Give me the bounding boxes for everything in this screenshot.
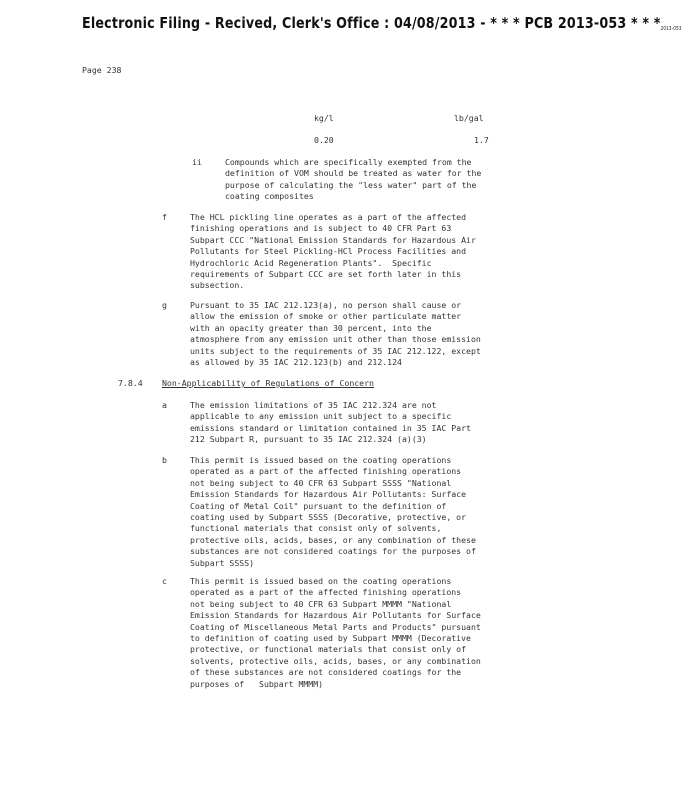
item-g-line: atmosphere from any emission unit other than those emission: [190, 334, 481, 345]
item-c-line: operated as a part of the affected finishing operations: [190, 587, 462, 598]
item-g-line: with an opacity greater than 30 percent, into the: [190, 322, 432, 333]
item-b-line: protective oils, acids, bases, or any combination of these: [190, 534, 476, 545]
item-c-line: protective, or functional materials that consist only of: [190, 644, 467, 655]
item-b-line: Subpart SSSS): [190, 557, 255, 568]
item-c-line: Emission Standards for Hazardous Air Pollutants for Surface: [190, 610, 481, 621]
item-f-line: Hydrochloric Acid Regeneration Plants". Specific: [190, 257, 432, 268]
item-ii-line: definition of VOM should be treated as water for the: [225, 168, 482, 179]
filing-stamp-text: Electronic Filing - Recived, Clerk's Office : 04/08/2013 - * * * PCB 2013-053 * * *: [82, 14, 661, 32]
item-f-line: requirements of Subpart CCC are set forth later in this: [190, 269, 462, 280]
filing-stamp-tag: 2013-053: [660, 26, 682, 32]
item-f-line: subsection.: [190, 280, 245, 291]
item-b-text: [190, 455, 476, 569]
section-title: Non-Applicability of Regulations of Concern: [162, 378, 374, 388]
item-ii-line: purpose of calculating the "less water" part of the: [225, 179, 477, 190]
item-f-line: Subpart CCC "National Emission Standards for Hazardous Air: [190, 234, 476, 245]
item-b-line: coating used by Subpart SSSS (Decorative, protective, or: [190, 512, 467, 523]
filing-stamp: [82, 14, 682, 32]
item-a-line: 212 Subpart R, pursuant to 35 IAC 212.324 (a)(3): [190, 434, 427, 445]
item-c-line: purposes of Subpart MMMM): [190, 678, 324, 689]
item-a-line: emissions standard or limitation contained in 35 IAC Part: [190, 422, 471, 433]
item-ii-marker: ii: [192, 157, 202, 167]
item-c-text: [190, 576, 481, 690]
item-b-line: This permit is issued based on the coating operations: [190, 455, 452, 465]
table-header-lb-per-gal: lb/gal: [454, 113, 484, 123]
item-g-line: Pursuant to 35 IAC 212.123(a), no person shall cause or: [190, 300, 462, 310]
item-b-marker: b: [162, 455, 167, 465]
item-b-line: Emission Standards for Hazardous Air Pollutants: Surface: [190, 489, 467, 500]
section-number: 7.8.4: [118, 378, 143, 388]
table-value-lb-per-gal: 1.7: [474, 135, 489, 145]
item-c-line: of these substances are not considered coatings for the: [190, 667, 462, 678]
item-f-line: Pollutants for Steel Pickling-HCl Process Facilities and: [190, 246, 467, 257]
item-g-line: units subject to the requirements of 35 IAC 212.122, except: [190, 345, 481, 356]
item-f-marker: f: [162, 212, 167, 222]
item-a-line: The emission limitations of 35 IAC 212.324 are not: [190, 400, 437, 410]
item-b-line: operated as a part of the affected finishing operations: [190, 466, 462, 477]
item-f-line: The HCL pickling line operates as a part of the affected: [190, 212, 467, 222]
page-number: Page 238: [82, 65, 122, 75]
item-b-line: not being subject to 40 CFR 63 Subpart SSSS "National: [190, 477, 452, 488]
item-ii-text: [225, 157, 481, 203]
item-g-text: [190, 300, 481, 368]
item-c-line: not being subject to 40 CFR 63 Subpart MMMM "National: [190, 598, 452, 609]
item-ii-line: coating composites: [225, 191, 314, 202]
item-c-line: to definition of coating used by Subpart MMMM (Decorative: [190, 633, 471, 644]
table-header-kg-per-l: kg/l: [314, 113, 334, 123]
item-c-line: This permit is issued based on the coating operations: [190, 576, 452, 586]
item-f-text: [190, 212, 476, 292]
item-b-line: functional materials that consist only of solvents,: [190, 523, 442, 534]
item-g-line: as allowed by 35 IAC 212.123(b) and 212.124: [190, 357, 402, 368]
item-b-line: Coating of Metal Coil" pursuant to the definition of: [190, 500, 447, 511]
item-a-line: applicable to any emission unit subject to a specific: [190, 411, 452, 422]
item-ii-line: Compounds which are specifically exempted from the: [225, 157, 472, 167]
item-a-text: [190, 400, 471, 446]
item-c-line: Coating of Miscellaneous Metal Parts and Products" pursuant: [190, 621, 481, 632]
item-c-marker: c: [162, 576, 167, 586]
item-b-line: substances are not considered coatings for the purposes of: [190, 546, 476, 557]
item-g-marker: g: [162, 300, 167, 310]
item-a-marker: a: [162, 400, 167, 410]
table-value-kg-per-l: 0.20: [314, 135, 334, 145]
item-g-line: allow the emission of smoke or other particulate matter: [190, 311, 462, 322]
item-f-line: finishing operations and is subject to 40 CFR Part 63: [190, 223, 452, 234]
item-c-line: solvents, protective oils, acids, bases, or any combination: [190, 655, 481, 666]
